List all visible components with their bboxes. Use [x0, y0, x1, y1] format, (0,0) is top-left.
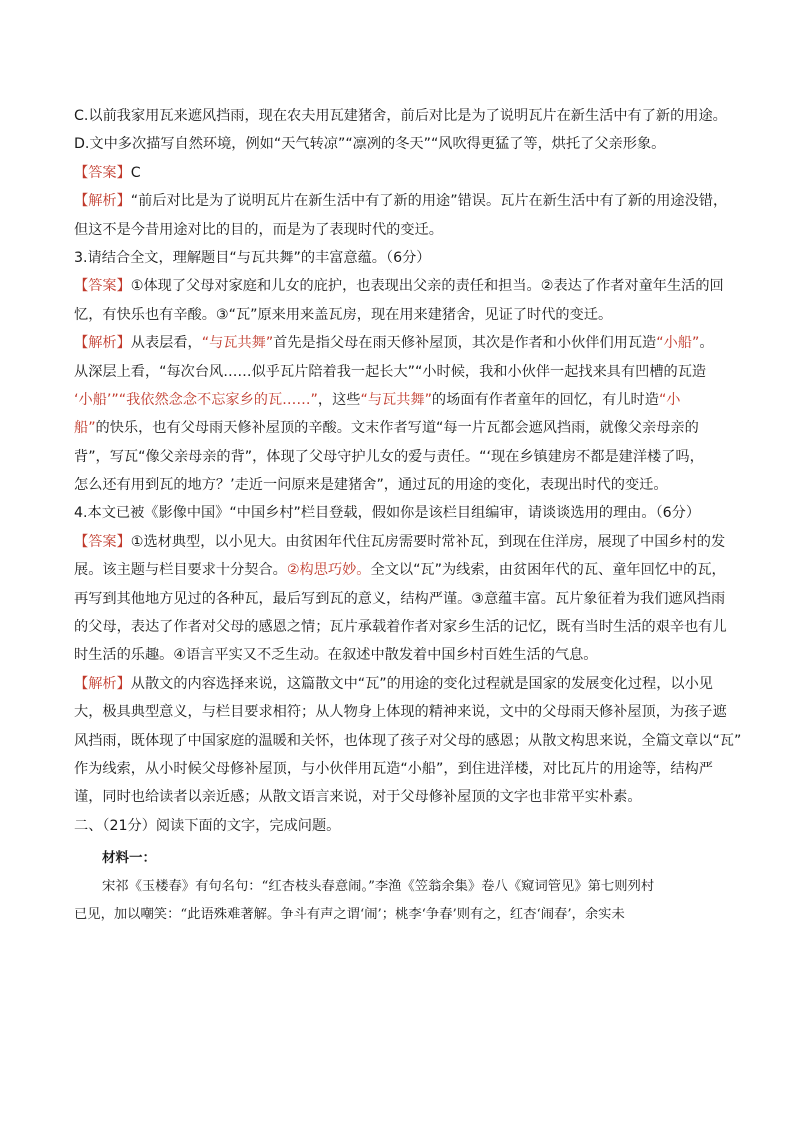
material-title: 材料一：: [102, 850, 156, 867]
option-d: D.文中多次描写自然环境，例如“天气转凉”“凛冽的冬天”“风吹得更猛了等，烘托了父亲形象。: [74, 136, 666, 153]
answer-tag: 【答案】: [74, 164, 131, 181]
q4-analysis-line-1: [74, 670, 722, 698]
analysis-text: 的场面有作者童年的回忆，有儿时造: [431, 391, 659, 408]
q4-answer-line-2: [74, 556, 726, 584]
answer-text: C: [130, 164, 141, 181]
q2-answer: [74, 159, 722, 187]
answer-text: ①选材典型，以小见大。由贫困年代住瓦房需要时常补瓦，到现在住洋房，展现了中国乡村的发: [130, 533, 726, 550]
q4-analysis-line-4: 作为线索，从小时候父母修补屋顶，与小伙伴用瓦造“小船”，到住进洋楼，对比瓦片的用途等，结构严: [74, 760, 713, 777]
q3-answer-line-2: 忆，有快乐也有辛酸。③“瓦”原来用来盖瓦房，现在用来建猪舍，见证了时代的变迁。: [74, 306, 613, 323]
q4-answer-line-4: 的父母，表达了作者对父母的感恩之情；瓦片承载着作者对家乡生活的记忆，既有当时生活的艰辛也有儿: [74, 619, 727, 636]
quote-highlight: “与瓦共舞”: [360, 391, 432, 408]
q3-analysis-line-4: [74, 414, 722, 442]
q2-analysis-line-1: [74, 187, 728, 215]
q3-analysis-line-2: 从深层上看，“每次台风……似乎瓦片陪着我一起长大”“小时候，我和小伙伴一起找来具有凹槽的瓦造: [74, 363, 707, 380]
q4-analysis-line-2: 大，极具典型意义，与栏目要求相符；从人物身上体现的精神来说，文中的父母雨天修补屋顶，为孩子遮: [74, 704, 727, 721]
answer-tag: 【答案】: [74, 278, 131, 295]
material-text-line-1: 宋祁《玉楼春》有句名句：“红杏枝头春意闹。”李渔《笠翁余集》卷八《窥词管见》第七则列村: [102, 878, 655, 894]
q3-answer-line-1: [74, 272, 722, 300]
analysis-tag: 【解析】: [74, 193, 131, 210]
analysis-text: “前后对比是为了说明瓦片在新生活中有了新的用途”错误。瓦片在新生活中有了新的用途没错，: [130, 193, 728, 210]
quote-highlight: ‘小船’”“我依然念念不忘家乡的瓦……”: [74, 391, 318, 408]
quote-highlight: 船”: [74, 420, 96, 437]
answer-tag: 【答案】: [74, 533, 131, 550]
quote-highlight: “与瓦共舞”: [201, 335, 274, 352]
answer-text: ①体现了父母对家庭和儿女的庇护，也表现出父亲的责任和担当。②表达了作者对童年生活的回: [130, 278, 724, 295]
answer-text: 展。该主题与栏目要求十分契合。: [74, 562, 287, 579]
q2-analysis-line-2: 但这不是今昔用途对比的目的，而是为了表现时代的变迁。: [74, 221, 443, 238]
answer-text: 全文以“瓦”为线索，由贫困年代的瓦、童年回忆中的瓦，: [370, 562, 726, 579]
analysis-text: 从散文的内容选择来说，这篇散文中“瓦”的用途的变化过程就是国家的发展变化过程，以小见: [130, 675, 713, 692]
q4-analysis-line-3: 风挡雨，既体现了中国家庭的温暖和关怀，也体现了孩子对父母的感恩；从散文构思来说，全篇文章以“瓦”: [74, 732, 742, 749]
q3-question: 3.请结合全文，理解题目“与瓦共舞”的丰富意蕴。（6分）: [74, 249, 431, 266]
q4-answer-line-5: 时生活的乐趣。④语言平实又不乏生动。在叙述中散发着中国乡村百姓生活的气息。: [74, 647, 598, 664]
analysis-text: 的快乐，也有父母雨天修补屋顶的辛酸。文末作者写道“每一片瓦都会遮风挡雨，就像父亲母亲的: [95, 420, 699, 437]
answer-highlight: ②构思巧妙。: [286, 562, 371, 579]
material-text-line-2: 已见，加以嘲笑：“此语殊难著解。争斗有声之谓‘闹’；桃李‘争春’则有之，红杏‘闹春’，余实未: [74, 907, 625, 923]
option-c: C.以前我家用瓦来遮风挡雨，现在农夫用瓦建猪舍，前后对比是为了说明瓦片在新生活中有了新的用途。: [74, 108, 727, 124]
quote-highlight: “小: [658, 391, 681, 408]
q4-answer-line-1: [74, 528, 726, 556]
q3-analysis-line-6: 怎么还有用到瓦的地方？’走近一问原来是建猪舍”，通过瓦的用途的变化，表现出时代的变迁。: [74, 477, 668, 494]
q3-analysis-line-5: 背”，写瓦“像父亲母亲的背”，体现了父母守护儿女的爱与责任。“‘现在乡镇建房不都是建洋楼了吗，: [74, 448, 704, 465]
analysis-text: 。: [699, 335, 714, 352]
quote-highlight: “小船”: [656, 335, 700, 352]
analysis-tag: 【解析】: [74, 675, 131, 692]
q3-analysis-line-1: [74, 329, 722, 357]
document-content: [74, 102, 742, 930]
analysis-text: 首先是指父母在雨天修补屋顶，其次是作者和小伙伴们用瓦造: [273, 335, 657, 352]
analysis-text: 从表层看，: [130, 335, 202, 352]
q4-answer-line-3: 再写到其他地方见过的各种瓦，最后写到瓦的意义，结构严谨。③意蕴丰富。瓦片象征着为我们遮风挡雨: [74, 590, 726, 607]
section-heading: 二、（21分）阅读下面的文字，完成问题。: [74, 817, 341, 834]
q4-analysis-line-5: 谨，同时也给读者以亲近感；从散文语言来说，对于父母修补屋顶的文字也非常平实朴素。: [74, 789, 642, 806]
q4-question: 4.本文已被《影像中国》“中国乡村”栏目登载，假如你是该栏目组编审，请谈谈选用的理由。（6分）: [74, 505, 701, 522]
analysis-tag: 【解析】: [74, 335, 131, 352]
q3-analysis-line-3: [74, 386, 722, 414]
analysis-text: ，这些: [317, 391, 361, 408]
